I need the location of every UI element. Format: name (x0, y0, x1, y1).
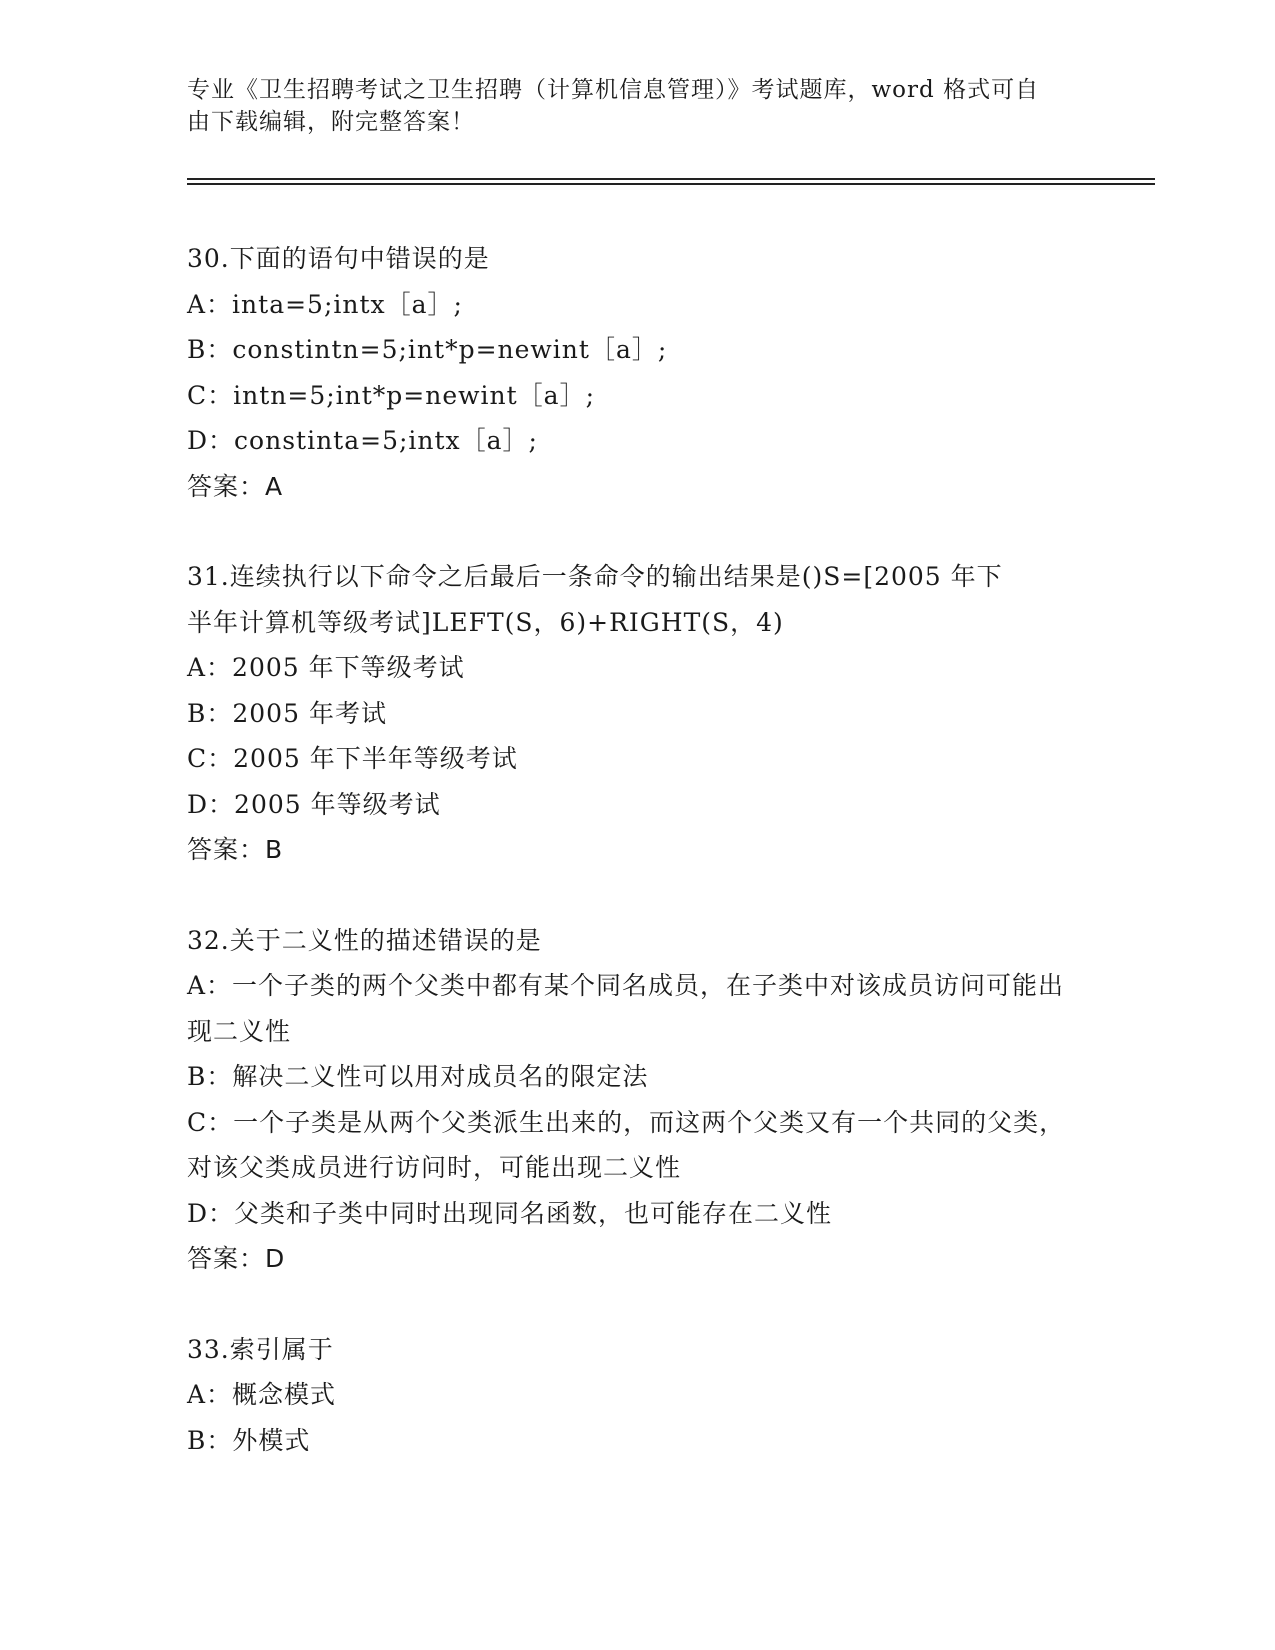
question-stem-line-2: 半年计算机等级考试]LEFT(S，6)+RIGHT(S，4) (187, 607, 784, 637)
option-c: C：2005 年下半年等级考试 (187, 744, 518, 773)
option-b: B：2005 年考试 (187, 698, 387, 728)
header-line-2: 由下载编辑，附完整答案！ (187, 109, 475, 135)
answer: 答案：B (187, 835, 284, 864)
option-c: C：intn=5;int*p=newint［a］; (187, 380, 596, 410)
document-header (187, 74, 1087, 138)
option-b: B：constintn=5;int*p=newint［a］; (187, 335, 668, 364)
option-d: D：constinta=5;intx［a］; (187, 426, 538, 455)
question-30 (187, 236, 1087, 509)
option-d: D：2005 年等级考试 (187, 789, 441, 819)
question-32 (187, 918, 1087, 1282)
option-d: D：父类和子类中同时出现同名函数，也可能存在二义性 (187, 1198, 833, 1228)
question-stem: 30.下面的语句中错误的是 (187, 244, 490, 273)
option-a: A：inta=5;intx［a］; (187, 289, 463, 319)
header-line-1: 专业《卫生招聘考试之卫生招聘（计算机信息管理）》考试题库，word 格式可自 (187, 77, 1040, 103)
option-c: C：一个子类是从两个父类派生出来的，而这两个父类又有一个共同的父类，对该父类成员进行访问时，可能出现二义性 (187, 1107, 1066, 1182)
option-b: B：外模式 (187, 1425, 311, 1455)
option-a: A：2005 年下等级考试 (187, 653, 465, 682)
header-divider-bottom (187, 183, 1155, 185)
question-stem: 32.关于二义性的描述错误的是 (187, 925, 542, 955)
option-b: B：解决二义性可以用对成员名的限定法 (187, 1062, 649, 1091)
header-divider-top (187, 178, 1155, 180)
question-stem: 33.索引属于 (187, 1334, 334, 1364)
question-33 (187, 1327, 1087, 1464)
option-a: A：一个子类的两个父类中都有某个同名成员，在子类中对该成员访问可能出现二义性 (187, 971, 1065, 1046)
answer: 答案：D (187, 1244, 286, 1273)
answer: 答案：A (187, 471, 284, 501)
option-a: A：概念模式 (187, 1380, 337, 1409)
question-stem-line-1: 31.连续执行以下命令之后最后一条命令的输出结果是()S=[2005 年下 (187, 562, 1003, 591)
question-list (187, 236, 1087, 1508)
question-31 (187, 554, 1087, 873)
